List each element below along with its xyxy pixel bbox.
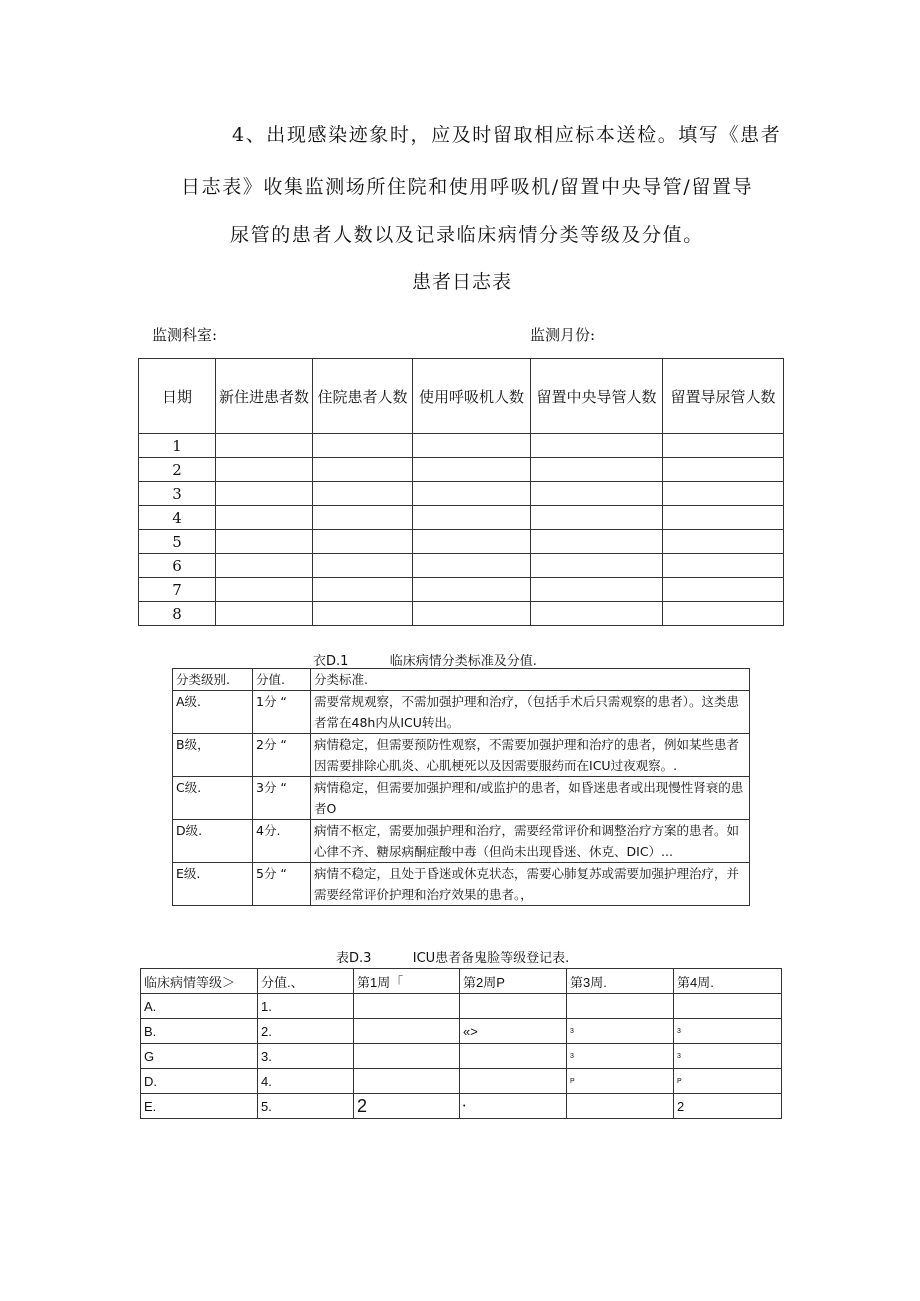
entry-cell[interactable] [216,578,313,602]
entry-cell[interactable] [663,458,784,482]
entry-cell[interactable] [531,530,663,554]
entry-cell[interactable] [413,602,531,626]
grade-cell: A. [141,994,258,1019]
week-cell[interactable] [567,994,674,1019]
week-cell[interactable]: 3 [674,1044,782,1069]
week-cell[interactable]: 3 [567,1044,674,1069]
column-header: 分值.、 [258,969,354,994]
date-cell: 4 [139,506,216,530]
paragraph-line-1: 4、出现感染迹象时，应及时留取相应标本送检。填写《患者 [232,124,782,146]
table-row [141,994,782,1019]
week-cell[interactable]: 2 [674,1094,782,1119]
score-cell: 1. [258,994,354,1019]
score-cell: 5. [258,1094,354,1119]
entry-cell[interactable] [216,458,313,482]
score-cell: 2. [258,1019,354,1044]
entry-cell[interactable] [531,578,663,602]
entry-cell[interactable] [313,482,413,506]
week-cell[interactable] [460,1069,567,1094]
week-cell[interactable] [460,994,567,1019]
dept-label: 监测科室: [152,326,218,344]
score-cell: 4. [258,1069,354,1094]
date-cell: 8 [139,602,216,626]
entry-cell[interactable] [216,482,313,506]
week-cell[interactable]: P [674,1069,782,1094]
entry-cell[interactable] [413,506,531,530]
table-row [139,530,784,554]
grade-cell: D. [141,1069,258,1094]
column-header: 第4周. [674,969,782,994]
table-row [141,1094,782,1119]
grade-cell: A级. [173,691,253,734]
entry-cell[interactable] [663,482,784,506]
entry-cell[interactable] [663,530,784,554]
score-cell: 2分 “ [253,734,311,777]
table-d1-number: 衣D.1 [313,654,349,669]
column-header: 使用呼吸机人数 [413,359,531,434]
score-cell: 3. [258,1044,354,1069]
column-header: 留置中央导管人数 [531,359,663,434]
table-row [173,863,750,906]
log-table-title: 患者日志表 [412,271,513,293]
criteria-cell: 病情不枢定，需要加强护理和治疗，需要经常评价和调整治疗方案的患者。如心律不齐、糖尿病酮症酸中毒（但尚未出现昏迷、休克、DIC）... [311,820,750,863]
table-row [139,506,784,530]
entry-cell[interactable] [663,602,784,626]
entry-cell[interactable] [663,554,784,578]
table-row [141,1044,782,1069]
entry-cell[interactable] [663,506,784,530]
week-cell[interactable]: P [567,1069,674,1094]
table-row [139,434,784,458]
table-row [141,1019,782,1044]
column-header: 日期 [139,359,216,434]
week-cell[interactable] [354,1069,460,1094]
date-cell: 5 [139,530,216,554]
entry-cell[interactable] [313,530,413,554]
entry-cell[interactable] [216,506,313,530]
paragraph-line-3: 尿管的患者人数以及记录临床病情分类等级及分值。 [230,224,704,246]
patient-log-table [138,358,784,626]
column-header: 第2周P [460,969,567,994]
table-d3-title: ICU患者备鬼脸等级登记表. [412,951,570,966]
table-row [139,458,784,482]
column-header: 住院患者人数 [313,359,413,434]
table-d3-caption [336,947,569,966]
date-cell: 7 [139,578,216,602]
table-row [173,820,750,863]
score-cell: 5分 “ [253,863,311,906]
entry-cell[interactable] [313,602,413,626]
entry-cell[interactable] [313,458,413,482]
column-header: 分类标准. [311,669,750,691]
week-cell[interactable] [460,1044,567,1069]
table-row [141,1069,782,1094]
header-row [141,969,782,994]
table-row [139,602,784,626]
grade-cell: D级. [173,820,253,863]
column-header: 第1周「 [354,969,460,994]
week-cell[interactable] [354,1044,460,1069]
week-cell[interactable]: 3 [567,1019,674,1044]
week-cell[interactable]: 2 [354,1094,460,1119]
entry-cell[interactable] [531,506,663,530]
score-cell: 4分. [253,820,311,863]
entry-cell[interactable] [531,458,663,482]
grade-cell: E级. [173,863,253,906]
grade-cell: C级. [173,777,253,820]
table-d1-title: 临床病情分类标准及分值. [389,654,537,669]
table-row [139,554,784,578]
entry-cell[interactable] [663,578,784,602]
week-cell[interactable] [354,1019,460,1044]
month-label: 监测月份: [530,326,596,344]
entry-cell[interactable] [531,482,663,506]
column-header: 分值. [253,669,311,691]
table-row [173,691,750,734]
date-cell: 3 [139,482,216,506]
column-header: 第3周. [567,969,674,994]
column-header: 新住进患者数 [216,359,313,434]
week-cell[interactable]: «> [460,1019,567,1044]
entry-cell[interactable] [216,602,313,626]
grade-cell: G [141,1044,258,1069]
entry-cell[interactable] [413,530,531,554]
week-cell[interactable] [674,994,782,1019]
table-d3-number: 表D.3 [336,951,372,966]
score-cell: 3分 “ [253,777,311,820]
criteria-cell: 病情不稳定，且处于昏迷或休克状态，需要心肺复苏或需要加强护理治疗，并需要经常评价护理和治疗效果的患者。， [311,863,750,906]
table-d3-registration [140,968,782,1119]
week-cell[interactable] [354,994,460,1019]
grade-cell: B级， [173,734,253,777]
paragraph-line-2: 日志表》收集监测场所住院和使用呼吸机/留置中央导管/留置导 [181,176,754,198]
entry-cell[interactable] [531,434,663,458]
entry-cell[interactable] [531,554,663,578]
week-cell[interactable]: 3 [674,1019,782,1044]
table-d1-classification [172,668,750,906]
column-header: 留置导尿管人数 [663,359,784,434]
header-row [139,359,784,434]
entry-cell[interactable] [313,506,413,530]
table-row [139,578,784,602]
week-cell[interactable] [567,1094,674,1119]
entry-cell[interactable] [413,554,531,578]
date-cell: 1 [139,434,216,458]
entry-cell[interactable] [216,530,313,554]
criteria-cell: 需要常规观察，不需加强护理和治疗，（包括手术后只需观察的患者）。这类患者常在48h内从ICU转出。 [311,691,750,734]
criteria-cell: 病情稳定，但需要加强护理和/或监护的患者，如昏迷患者或出现慢性肾衰的患者O [311,777,750,820]
table-row [173,734,750,777]
grade-cell: E. [141,1094,258,1119]
column-header: 临床病情等级＞ [141,969,258,994]
entry-cell[interactable] [313,434,413,458]
table-row [173,777,750,820]
entry-cell[interactable] [313,554,413,578]
entry-cell[interactable] [663,434,784,458]
entry-cell[interactable] [413,434,531,458]
table-row [139,482,784,506]
header-row [173,669,750,691]
criteria-cell: 病情稳定，但需要预防性观察，不需要加强护理和治疗的患者，例如某些患者因需要排除心肌炎、心肌梗死以及因需要服药而在ICU过夜观察。. [311,734,750,777]
entry-cell[interactable] [413,578,531,602]
entry-cell[interactable] [216,554,313,578]
week-cell[interactable]: • [460,1094,567,1119]
table-d1-caption [313,650,537,669]
entry-cell[interactable] [216,434,313,458]
grade-cell: B. [141,1019,258,1044]
score-cell: 1分 “ [253,691,311,734]
entry-cell[interactable] [531,602,663,626]
column-header: 分类级别. [173,669,253,691]
date-cell: 2 [139,458,216,482]
entry-cell[interactable] [413,458,531,482]
entry-cell[interactable] [313,578,413,602]
date-cell: 6 [139,554,216,578]
entry-cell[interactable] [413,482,531,506]
